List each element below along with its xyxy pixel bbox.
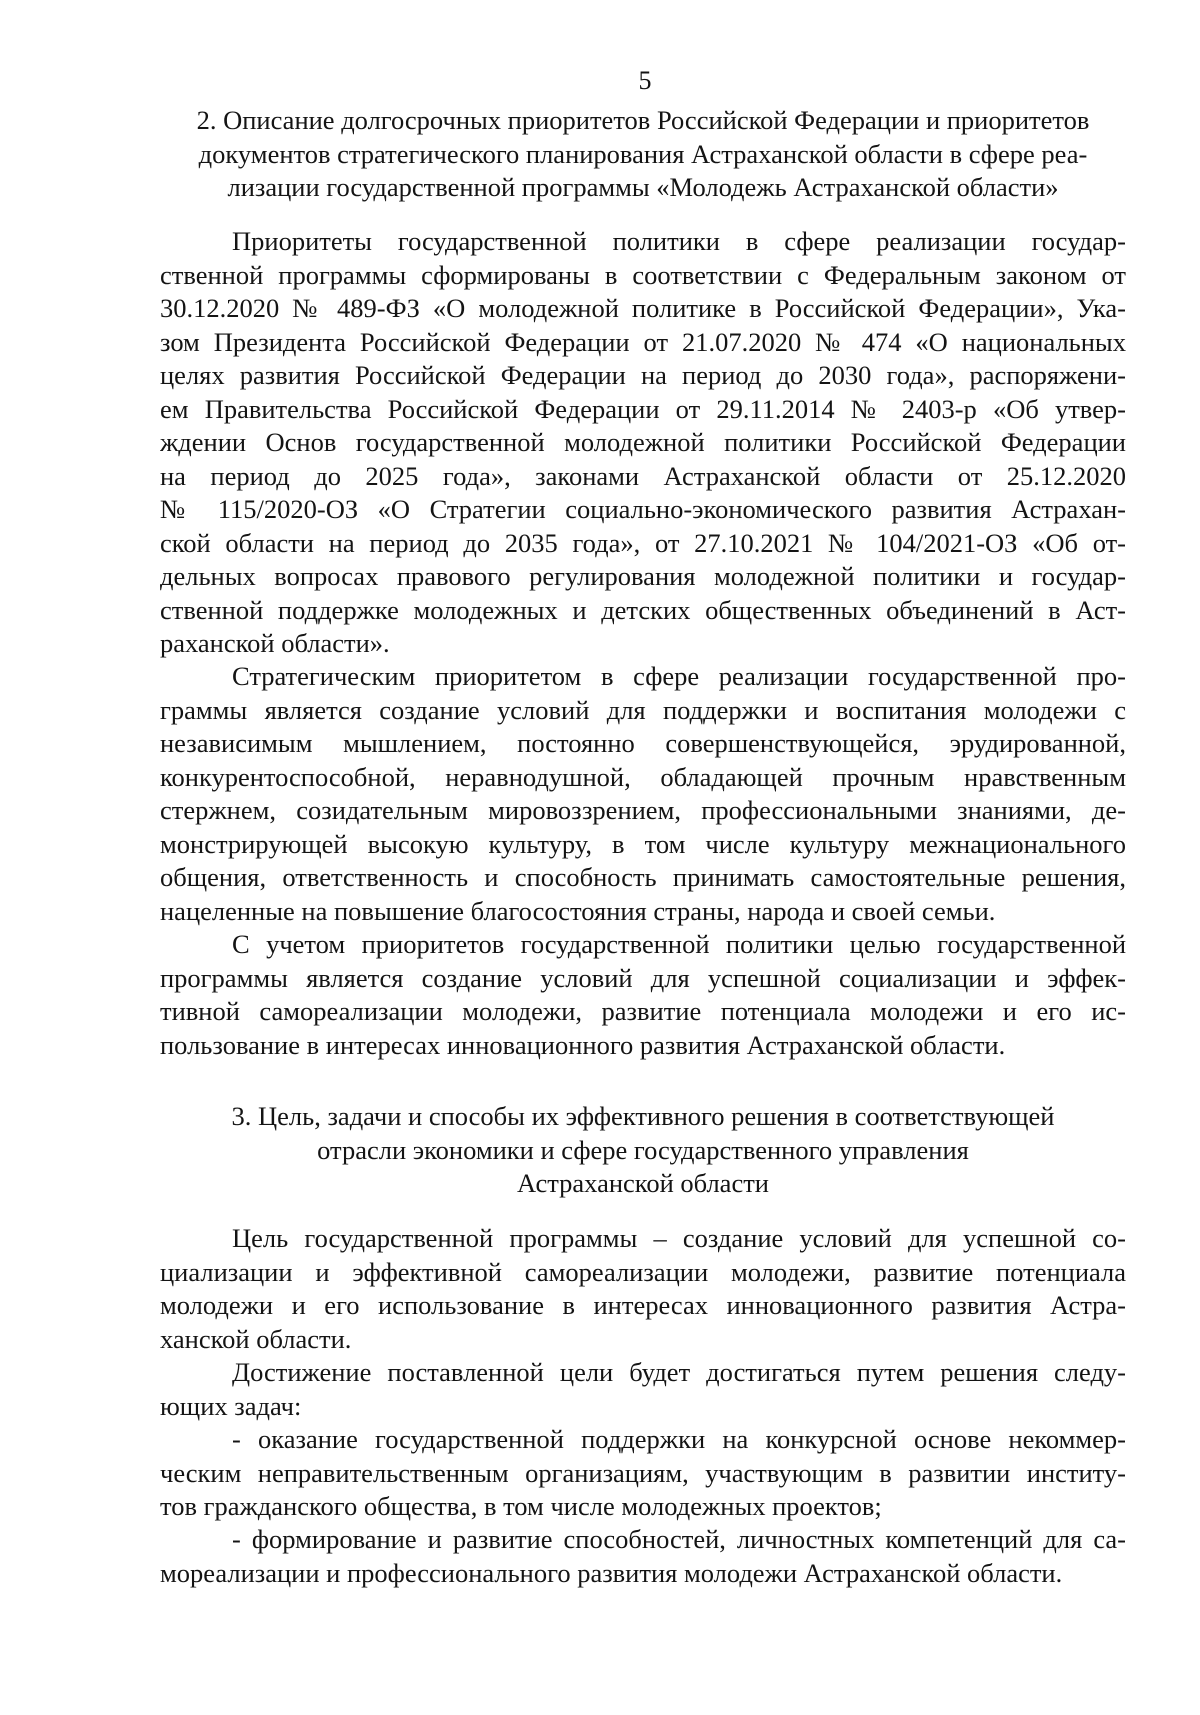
- section-2-paragraph-2: [160, 660, 1126, 928]
- paragraph-line: общения, ответственность и способность принимать самостоятельные решения,: [160, 862, 1126, 892]
- paragraph-line: граммы является создание условий для поддержки и воспитания молодежи с: [160, 694, 1126, 725]
- heading-line: лизации государственной программы «Молодежь Астраханской области»: [227, 172, 1059, 202]
- heading-line: 2. Описание долгосрочных приоритетов Российской Федерации и приоритетов: [196, 105, 1090, 135]
- paragraph-line: нацеленные на повышение благосостояния страны, народа и своей семьи.: [160, 895, 996, 926]
- paragraph-line: монстрирующей высокую культуру, в том числе культуру межнационального: [160, 828, 1126, 859]
- paragraph-line: стержнем, созидательным мировоззрением, профессиональными знаниями, де-: [160, 795, 1126, 825]
- paragraph-line: ственной поддержке молодежных и детских общественных объединений в Аст-: [160, 594, 1126, 625]
- list-item-line: тов гражданского общества, в том числе молодежных проектов;: [160, 1491, 882, 1521]
- heading-line: документов стратегического планирования Астраханской области в сфере реа-: [198, 138, 1088, 169]
- paragraph-line: программы является создание условий для успешной социализации и эффек-: [160, 962, 1126, 993]
- paragraph-line: зом Президента Российской Федерации от 21.07.2020 № 474 «О национальных: [160, 326, 1126, 357]
- paragraph-line: ской области на период до 2035 года», от 27.10.2021 № 104/2021-ОЗ «Об от-: [160, 527, 1126, 558]
- paragraph-line: целях развития Российской Федерации на период до 2030 года», распоряжени-: [160, 360, 1126, 390]
- paragraph-line: пользование в интересах инновационного развития Астраханской области.: [160, 1029, 1006, 1060]
- paragraph-line: Приоритеты государственной политики в сфере реализации государ-: [232, 226, 1126, 256]
- section-3-paragraph-1: [160, 1222, 1126, 1356]
- paragraph-line: ственной программы сформированы в соответствии с Федеральным законом от: [160, 259, 1126, 290]
- paragraph-line: на период до 2025 года», законами Астраханской области от 25.12.2020: [160, 460, 1126, 491]
- task-list-item-1: [160, 1423, 1126, 1524]
- paragraph-line: независимым мышлением, постоянно совершенствующейся, эрудированной,: [160, 728, 1126, 758]
- heading-line: Астраханской области: [517, 1168, 769, 1198]
- paragraph-line: дельных вопросах правового регулирования молодежной политики и государ-: [160, 561, 1126, 591]
- paragraph-line: С учетом приоритетов государственной политики целью государственной: [232, 929, 1126, 959]
- paragraph-line: ханской области.: [160, 1323, 352, 1354]
- list-item-line: ческим неправительственным организациям, участвующим в развитии институ-: [160, 1457, 1126, 1488]
- section-3-paragraph-2: [160, 1356, 1126, 1423]
- section-2-heading: [160, 104, 1126, 205]
- section-2-paragraph-3: [160, 928, 1126, 1062]
- paragraph-line: 30.12.2020 № 489-ФЗ «О молодежной политике в Российской Федерации», Ука-: [160, 293, 1126, 323]
- paragraph-line: ждении Основ государственной молодежной политики Российской Федерации: [160, 427, 1126, 457]
- paragraph-line: ем Правительства Российской Федерации от 29.11.2014 № 2403-р «Об утвер-: [160, 393, 1126, 424]
- paragraph-line: конкурентоспособной, неравнодушной, обладающей прочным нравственным: [160, 761, 1126, 792]
- paragraph-line: Стратегическим приоритетом в сфере реализации государственной про-: [232, 661, 1126, 691]
- paragraph-line: Достижение поставленной цели будет достигаться путем решения следу-: [232, 1357, 1126, 1387]
- list-item-line: мореализации и профессионального развития молодежи Астраханской области.: [160, 1557, 1063, 1588]
- paragraph-line: № 115/2020-ОЗ «О Стратегии социально-экономического развития Астрахан-: [160, 494, 1126, 524]
- paragraph-line: Цель государственной программы – создание условий для успешной со-: [232, 1223, 1126, 1253]
- heading-line: отрасли экономики и сфере государственного управления: [317, 1134, 969, 1165]
- heading-line: 3. Цель, задачи и способы их эффективного решения в соответствующей: [231, 1101, 1055, 1131]
- paragraph-line: тивной самореализации молодежи, развитие потенциала молодежи и его ис-: [160, 996, 1126, 1026]
- paragraph-line: ющих задач:: [160, 1390, 302, 1421]
- list-item-line: - оказание государственной поддержки на конкурсной основе некоммер-: [232, 1424, 1126, 1454]
- paragraph-line: раханской области».: [160, 628, 390, 658]
- section-2-paragraph-1: [160, 225, 1126, 661]
- paragraph-line: циализации и эффективной самореализации молодежи, развитие потенциала: [160, 1256, 1126, 1287]
- list-item-line: - формирование и развитие способностей, личностных компетенций для са-: [232, 1524, 1126, 1554]
- paragraph-line: молодежи и его использование в интересах инновационного развития Астра-: [160, 1290, 1126, 1320]
- section-3-heading: [160, 1100, 1126, 1201]
- task-list-item-2: [160, 1523, 1126, 1590]
- page-number: 5: [638, 66, 652, 95]
